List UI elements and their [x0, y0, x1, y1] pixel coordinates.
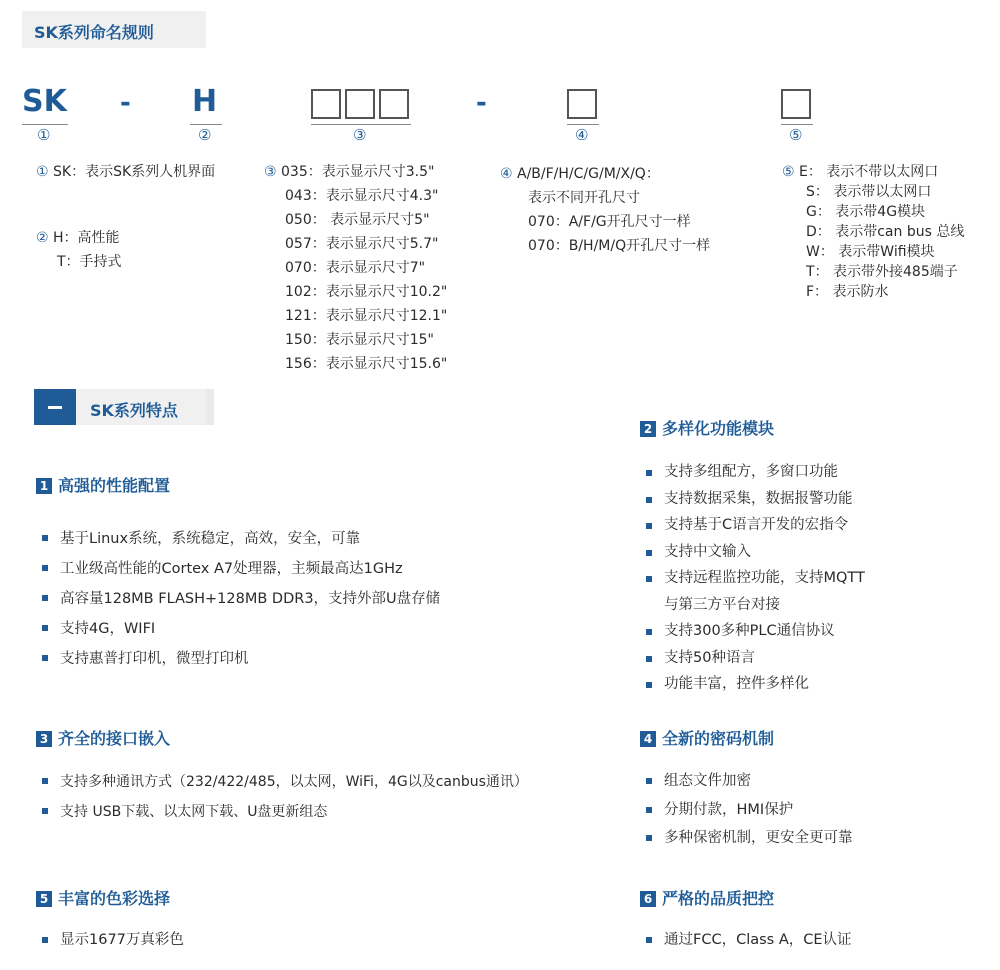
section-title [36, 473, 170, 496]
desc-col-3 [264, 160, 447, 376]
size-box-3 [379, 89, 409, 119]
section-title-text: 多样化功能模块 [662, 419, 775, 438]
underline-5 [781, 124, 813, 125]
desc-col-5-line: G： 表示带4G模块 [806, 204, 926, 220]
section-title [640, 416, 774, 439]
section-list [42, 767, 528, 827]
list-item: 功能丰富，控件多样化 [646, 671, 865, 698]
section-list [42, 524, 440, 674]
marker-4: ④ [575, 126, 589, 144]
naming-rules-title: SK系列命名规则 [34, 23, 154, 42]
list-item: 支持300多种PLC通信协议 [646, 618, 865, 645]
section-number-badge: 6 [640, 891, 656, 907]
code-dash-1: - [120, 88, 131, 118]
section-number-badge: 2 [640, 421, 656, 437]
desc-col-2-line: T：手持式 [57, 254, 122, 270]
section-number-badge: 5 [36, 891, 52, 907]
marker-5: ⑤ [789, 126, 803, 144]
desc-col-5 [782, 162, 964, 302]
desc-col-5-line: T： 表示带外接485端子 [806, 264, 958, 280]
list-item: 支持中文输入 [646, 539, 865, 566]
section-title-text: 严格的品质把控 [662, 889, 775, 908]
desc-col-4-line: 070：A/F/G开孔尺寸一样 [528, 214, 691, 230]
naming-rules-tab [22, 11, 206, 48]
section-title [640, 886, 774, 909]
desc-col-3-line: 043：表示显示尺寸4.3" [285, 188, 439, 204]
desc-col-3-num: ③ [264, 164, 277, 180]
features-header [34, 389, 214, 425]
marker-2: ② [198, 126, 212, 144]
desc-col-5-num: ⑤ [782, 164, 795, 180]
code-h: H [192, 84, 218, 119]
desc-col-5-line: E： 表示不带以太网口 [799, 164, 939, 180]
desc-col-3-line: 035：表示显示尺寸3.5" [281, 164, 435, 180]
list-item: 通过FCC，Class A，CE认证 [646, 926, 852, 954]
desc-col-5-line: S： 表示带以太网口 [806, 184, 932, 200]
features-title: SK系列特点 [90, 401, 178, 420]
section-number-badge: 4 [640, 731, 656, 747]
section-title-text: 齐全的接口嵌入 [58, 729, 171, 748]
section-title-text: 丰富的色彩选择 [58, 889, 171, 908]
desc-col-5-line: W： 表示带Wifi模块 [806, 244, 935, 260]
list-item: 支持多组配方，多窗口功能 [646, 459, 865, 486]
code-sk: SK [22, 84, 67, 119]
list-item: 支持 USB下载、以太网下载、U盘更新组态 [42, 797, 528, 827]
list-item: 基于Linux系统，系统稳定，高效，安全，可靠 [42, 524, 440, 554]
section-title [36, 886, 170, 909]
desc-col-1-num: ① [36, 164, 49, 180]
underline-2 [190, 124, 222, 125]
section-title [36, 726, 170, 749]
marker-3: ③ [353, 126, 367, 144]
cutout-box [567, 89, 597, 119]
option-box [781, 89, 811, 119]
list-item: 支持远程监控功能，支持MQTT [646, 565, 865, 592]
code-dash-2: - [476, 88, 487, 118]
desc-col-2-line: H：高性能 [53, 230, 120, 246]
underline-1 [22, 124, 68, 125]
list-item: 支持多种通讯方式（232/422/485，以太网，WiFi，4G以及canbus通讯） [42, 767, 528, 797]
list-item: 显示1677万真彩色 [42, 926, 184, 954]
section-title-text: 高强的性能配置 [58, 476, 171, 495]
section-list [646, 459, 865, 698]
section-list [646, 767, 853, 853]
desc-col-3-line: 050： 表示显示尺寸5" [285, 212, 430, 228]
desc-col-4-num: ④ [500, 166, 513, 182]
list-item-continuation: 与第三方平台对接 [664, 596, 780, 613]
desc-col-3-line: 070：表示显示尺寸7" [285, 260, 426, 276]
underline-4 [567, 124, 599, 125]
list-item: 工业级高性能的Cortex A7处理器，主频最高达1GHz [42, 554, 440, 584]
desc-col-4 [500, 162, 710, 258]
section-title [640, 726, 774, 749]
desc-col-1-line: SK：表示SK系列人机界面 [53, 164, 216, 180]
minus-icon [34, 389, 76, 425]
desc-col-3-line: 121：表示显示尺寸12.1" [285, 308, 448, 324]
section-number-badge: 3 [36, 731, 52, 747]
desc-col-3-line: 150：表示显示尺寸15" [285, 332, 434, 348]
section-title-text: 全新的密码机制 [662, 729, 775, 748]
list-item: 多种保密机制，更安全更可靠 [646, 824, 853, 853]
desc-col-3-line: 102：表示显示尺寸10.2" [285, 284, 448, 300]
list-item: 支持基于C语言开发的宏指令 [646, 512, 865, 539]
features-header-bar [206, 389, 214, 425]
list-item: 高容量128MB FLASH+128MB DDR3，支持外部U盘存储 [42, 584, 440, 614]
section-number-badge: 1 [36, 478, 52, 494]
list-item: 组态文件加密 [646, 767, 853, 796]
list-item: 支持惠普打印机，微型打印机 [42, 644, 440, 674]
desc-col-1 [36, 160, 215, 184]
size-box-2 [345, 89, 375, 119]
desc-col-5-line: F： 表示防水 [806, 284, 889, 300]
list-item: 支持数据采集，数据报警功能 [646, 486, 865, 513]
list-item: 支持50种语言 [646, 645, 865, 672]
desc-col-5-line: D： 表示带can bus 总线 [806, 224, 965, 240]
marker-1: ① [37, 126, 51, 144]
section-list [42, 926, 184, 954]
size-box-1 [311, 89, 341, 119]
underline-3 [311, 124, 411, 125]
list-item: 支持4G，WIFI [42, 614, 440, 644]
desc-col-3-line: 156：表示显示尺寸15.6" [285, 356, 448, 372]
desc-col-3-line: 057：表示显示尺寸5.7" [285, 236, 439, 252]
desc-col-4-line: A/B/F/H/C/G/M/X/Q： [517, 166, 660, 182]
section-list [646, 926, 852, 954]
desc-col-2-num: ② [36, 230, 49, 246]
list-item: 分期付款，HMI保护 [646, 796, 853, 825]
desc-col-4-line: 070：B/H/M/Q开孔尺寸一样 [528, 238, 711, 254]
desc-col-4-line: 表示不同开孔尺寸 [528, 190, 640, 206]
desc-col-2 [36, 226, 122, 274]
